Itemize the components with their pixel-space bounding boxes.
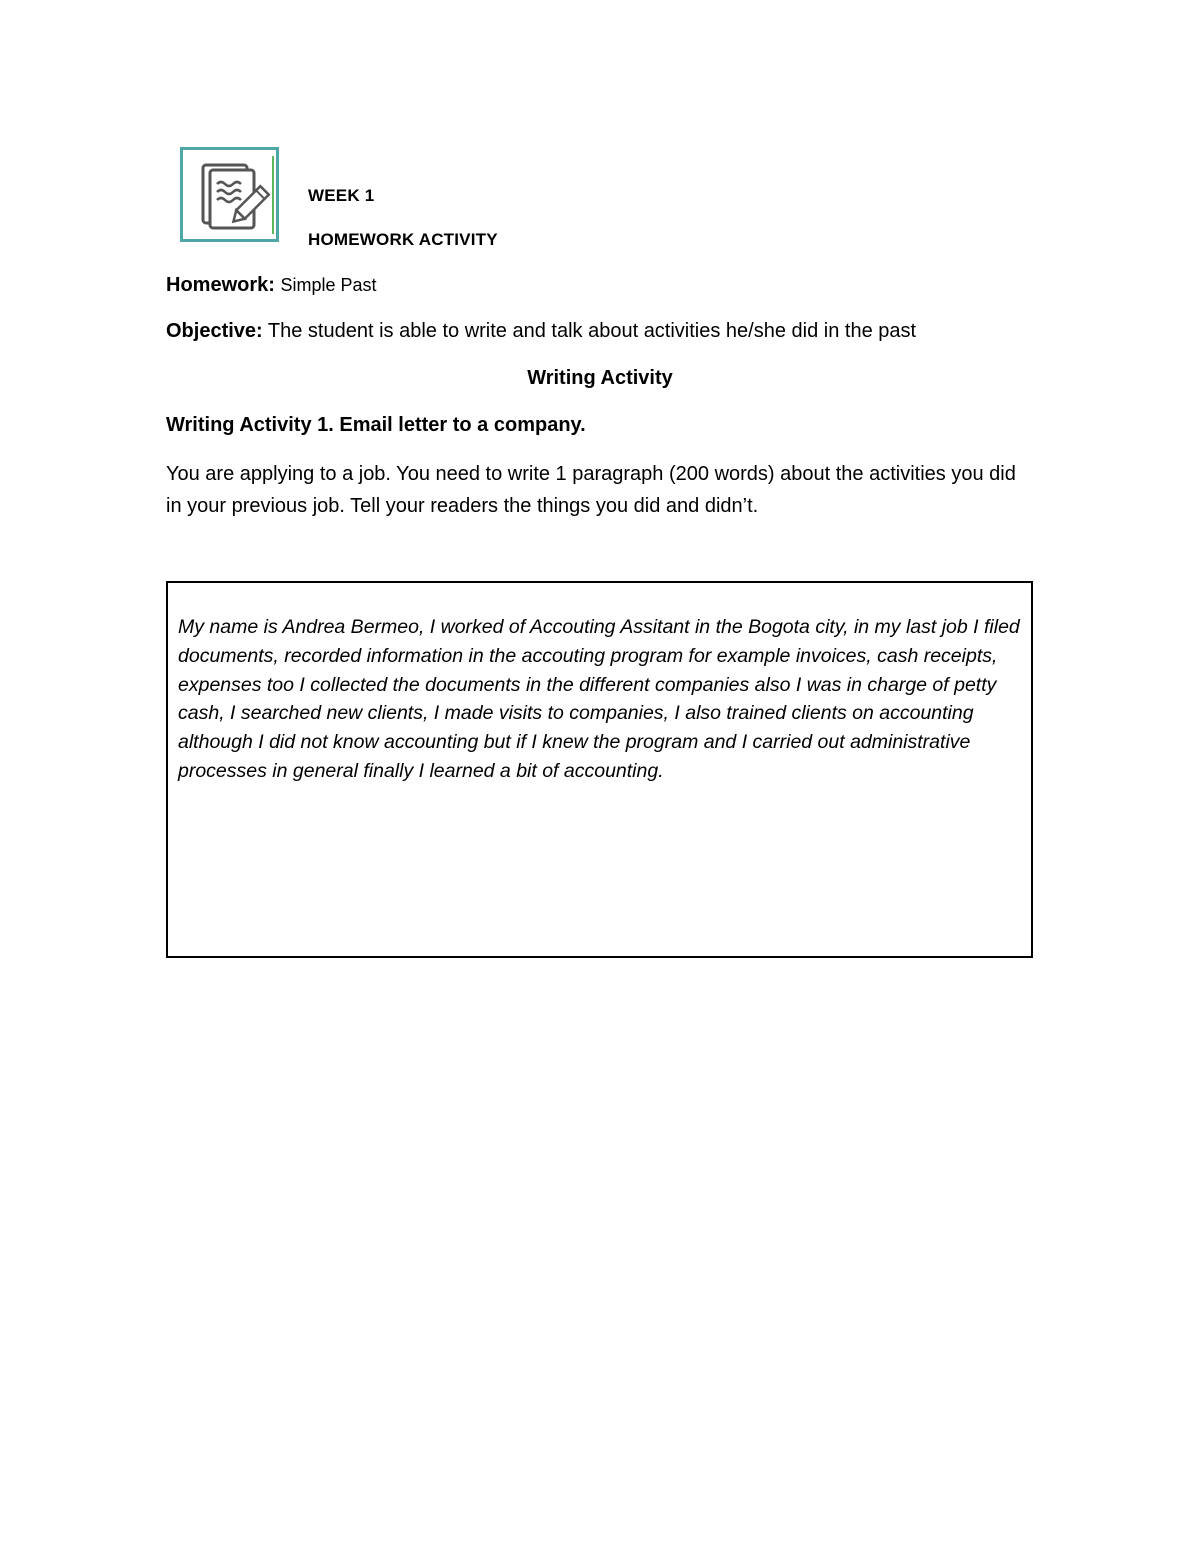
notebook-pencil-icon (180, 147, 279, 242)
answer-box (166, 581, 1033, 958)
answer-text: My name is Andrea Bermeo, I worked of Accouting Assitant in the Bogota city, in my last job I filed documents, recorded information in the accouting program for example invoices, cash receipts, expenses too I collected the documents in the different companies also I was in charge of petty cash, I searched new clients, I made visits to companies, I also trained clients on accounting although I did not know accounting but if I knew the program and I carried out administrative processes in general finally I learned a bit of accounting. (178, 616, 1020, 782)
homework-value: Simple Past (280, 275, 377, 295)
objective-line (166, 320, 916, 343)
homework-line (166, 274, 377, 297)
objective-label: Objective: (166, 320, 263, 342)
icon-accent-bar (272, 156, 274, 234)
activity-heading: Writing Activity 1. Email letter to a company. (166, 414, 586, 436)
activity-type-label: HOMEWORK ACTIVITY (308, 230, 498, 249)
section-title: Writing Activity (527, 367, 673, 389)
homework-label: Homework: (166, 274, 275, 296)
week-label: WEEK 1 (308, 186, 375, 205)
activity-instructions: You are applying to a job. You need to write 1 paragraph (200 words) about the activities you did in your previous job. Tell your readers the things you did and didn’t. (166, 463, 1016, 517)
objective-value: The student is able to write and talk about activities he/she did in the past (267, 320, 917, 342)
